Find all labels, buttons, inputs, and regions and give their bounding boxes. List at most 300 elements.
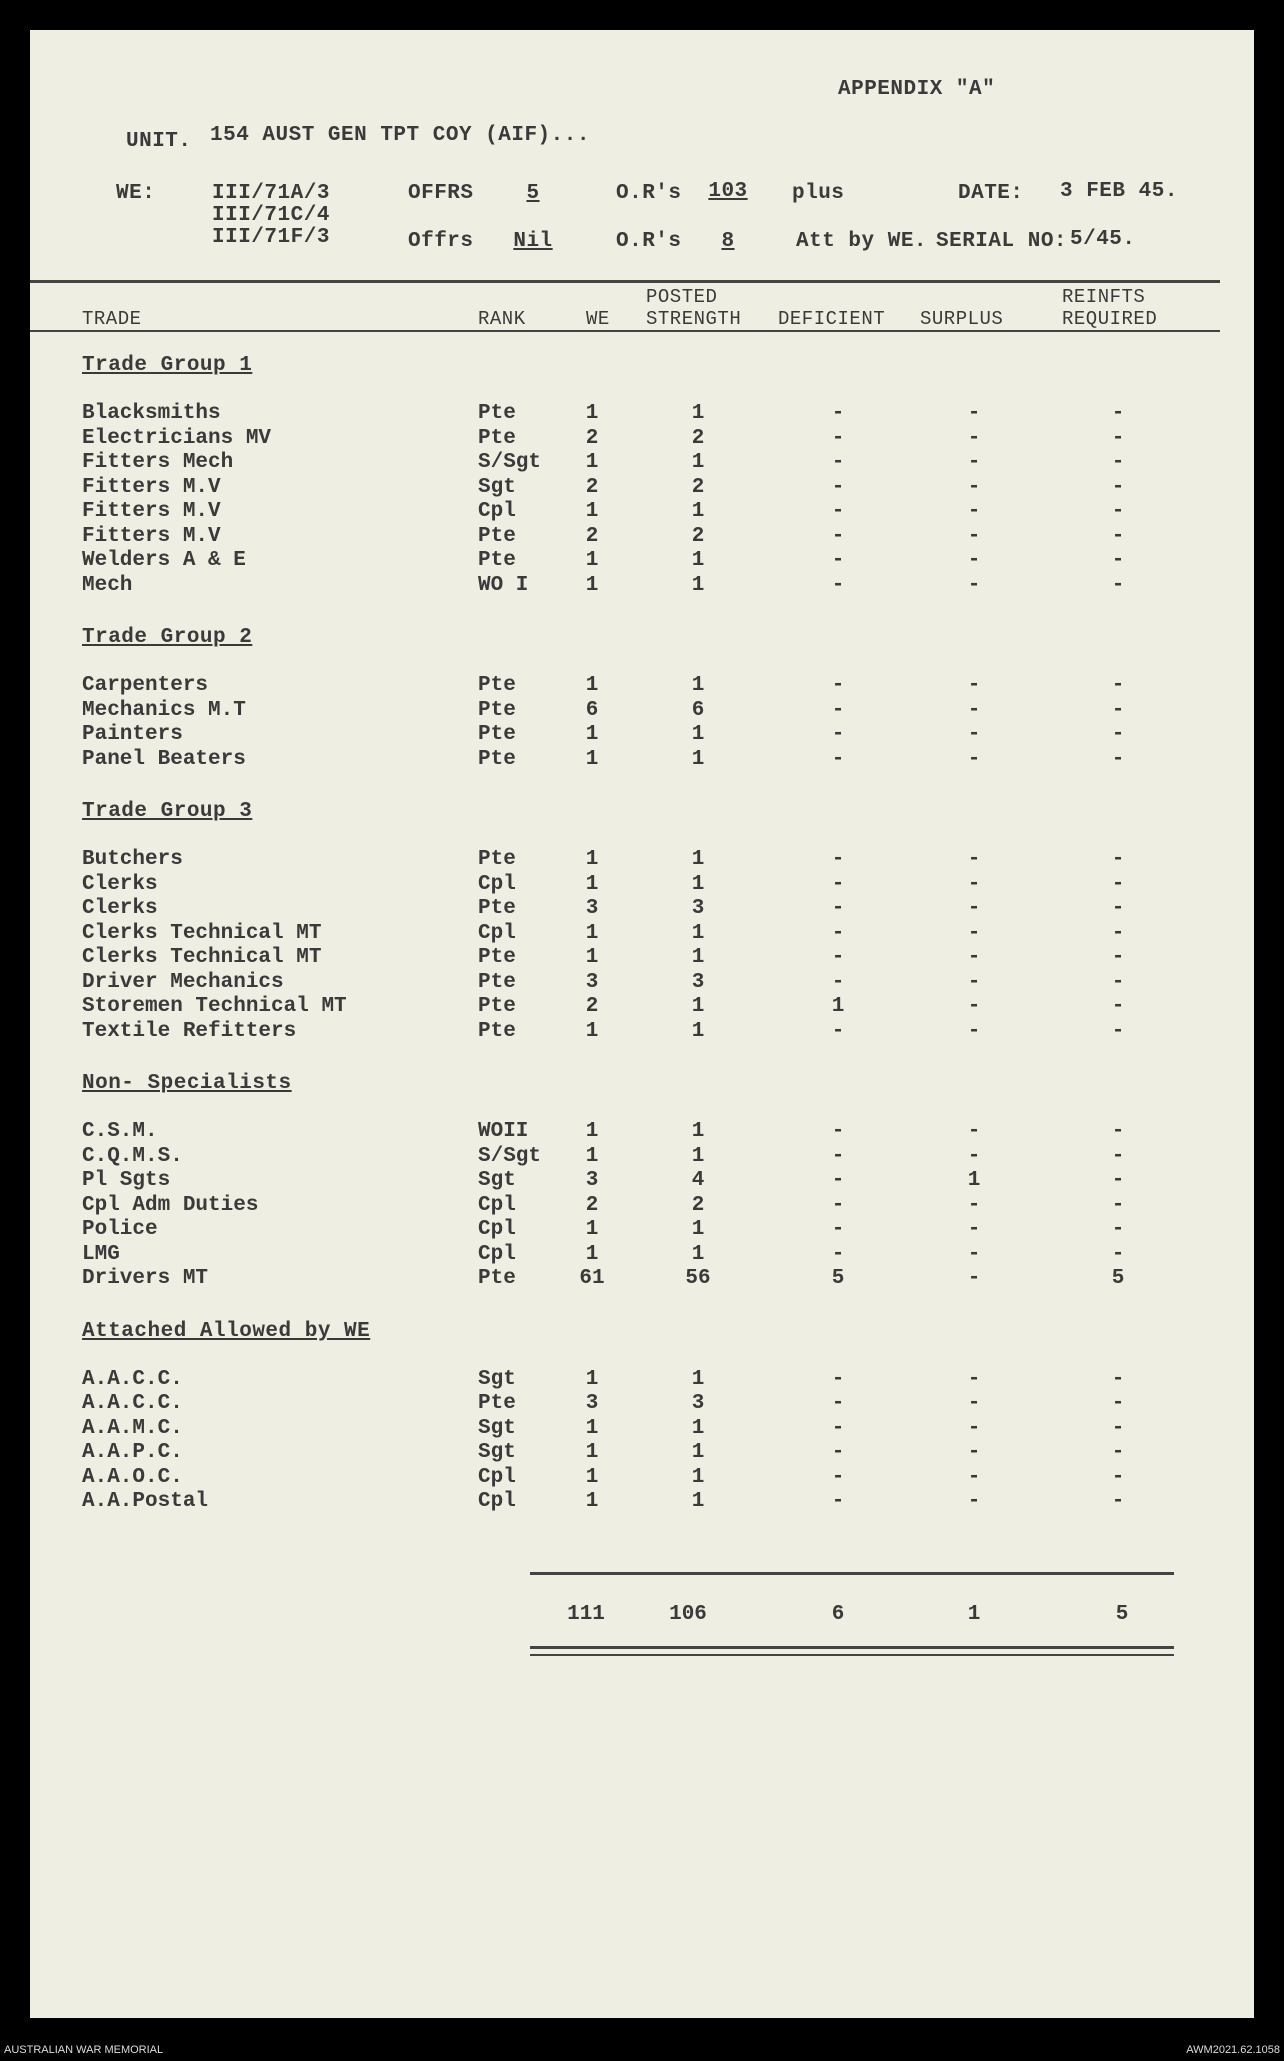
cell-required: - [1111,674,1125,697]
cell-we: 1 [585,549,599,572]
cell-surplus: - [967,1120,981,1143]
group-title: Trade Group 2 [82,626,253,649]
offrs2-label: Offrs [408,230,474,253]
ors2-value: 8 [721,230,735,253]
ors-value: 103 [708,180,748,203]
cell-we: 1 [585,1144,599,1168]
cell-posted: 4 [691,1169,705,1192]
cell-trade: Clerks Technical MT [82,921,322,945]
cell-posted: 56 [685,1267,711,1290]
table-row [30,1441,1254,1466]
cell-trade: Pl Sgts [82,1169,171,1192]
totals-rule-bottom-1 [530,1646,1174,1649]
cell-deficient: - [831,747,845,771]
cell-rank: Cpl [478,1490,516,1513]
table-row [30,1194,1254,1219]
cell-we: 2 [585,475,599,499]
cell-we: 6 [585,698,599,722]
col-rank-header: RANK [478,308,526,330]
cell-surplus: - [967,1392,981,1415]
cell-surplus: - [967,1144,981,1168]
cell-trade: A.A.C.C. [82,1367,183,1391]
cell-posted: 1 [691,1019,705,1043]
cell-required: - [1111,573,1125,597]
table-row [30,1392,1254,1417]
cell-deficient: - [831,1144,845,1168]
cell-deficient: - [831,1242,845,1266]
cell-required: - [1111,1416,1125,1440]
cell-required: - [1111,1465,1125,1489]
cell-posted: 1 [691,1120,705,1143]
date-value: 3 FEB 45. [1060,180,1178,203]
cell-required: - [1111,1218,1125,1241]
cell-rank: Pte [478,1019,516,1043]
cell-required: - [1111,451,1125,474]
group-title: Attached Allowed by WE [82,1319,371,1343]
table-row [30,1020,1254,1045]
cell-deficient: - [831,1490,845,1513]
cell-required: - [1111,1169,1125,1192]
table-row [30,1243,1254,1268]
cell-deficient: - [831,1392,845,1415]
cell-trade: Clerks Technical MT [82,946,322,969]
offrs2-value: Nil [513,230,553,253]
cell-deficient: - [831,1367,845,1391]
cell-posted: 1 [691,549,705,572]
cell-trade: Painters [82,723,183,746]
cell-deficient: 1 [831,995,845,1018]
table-row [30,946,1254,971]
cell-we: 1 [585,674,599,697]
cell-rank: Pte [478,674,516,697]
table-row [30,574,1254,599]
cell-deficient: - [831,426,845,450]
cell-posted: 1 [691,1144,705,1168]
cell-trade: A.A.C.C. [82,1392,183,1415]
cell-surplus: - [967,723,981,746]
table-row [30,1417,1254,1442]
cell-rank: Cpl [478,1465,516,1489]
cell-we: 1 [585,1490,599,1513]
cell-we: 2 [585,1193,599,1217]
cell-rank: Cpl [478,500,516,523]
cell-rank: Pte [478,848,516,871]
cell-deficient: 5 [831,1267,845,1290]
cell-surplus: - [967,573,981,597]
cell-we: 1 [585,723,599,746]
cell-posted: 3 [691,970,705,994]
total-required: 5 [1115,1603,1129,1626]
cell-trade: Drivers MT [82,1267,209,1290]
cell-trade: Fitters M.V [82,500,221,523]
cell-rank: Pte [478,524,516,548]
cell-posted: 6 [691,698,705,722]
cell-surplus: - [967,970,981,994]
cell-required: - [1111,524,1125,548]
cell-rank: Cpl [478,1193,516,1217]
table-row [30,748,1254,773]
cell-required: - [1111,1367,1125,1391]
cell-we: 2 [585,995,599,1018]
col-trade-header: TRADE [82,308,142,330]
cell-posted: 1 [691,1242,705,1266]
cell-rank: Pte [478,698,516,722]
cell-we: 1 [585,402,599,425]
appendix-label: APPENDIX "A" [838,78,996,101]
totals-rule-top [530,1572,1174,1575]
table-row [30,1267,1254,1292]
cell-trade: Butchers [82,848,183,871]
cell-rank: Cpl [478,921,516,945]
cell-rank: Pte [478,747,516,771]
cell-surplus: - [967,1193,981,1217]
cell-rank: Pte [478,723,516,746]
cell-deficient: - [831,1416,845,1440]
cell-surplus: - [967,674,981,697]
cell-posted: 1 [691,995,705,1018]
cell-rank: Pte [478,426,516,450]
cell-required: - [1111,921,1125,945]
cell-trade: Fitters M.V [82,475,221,499]
table-row [30,402,1254,427]
table-row [30,525,1254,550]
cell-required: - [1111,549,1125,572]
cell-we: 1 [585,1367,599,1391]
cell-trade: Fitters Mech [82,451,234,474]
cell-posted: 1 [691,1465,705,1489]
cell-surplus: - [967,1490,981,1513]
cell-we: 1 [585,747,599,771]
cell-deficient: - [831,402,845,425]
cell-trade: A.A.M.C. [82,1416,183,1440]
cell-we: 2 [585,426,599,450]
cell-rank: WO I [478,573,529,597]
cell-we: 1 [585,1120,599,1143]
cell-surplus: - [967,848,981,871]
cell-trade: Electricians MV [82,426,272,450]
cell-we: 2 [585,524,599,548]
table-row [30,427,1254,452]
serial-label: SERIAL NO: [936,230,1068,253]
serial-value: 5/45. [1070,228,1136,251]
cell-rank: Pte [478,549,516,572]
table-row [30,500,1254,525]
cell-rank: Pte [478,1392,516,1415]
cell-required: - [1111,897,1125,920]
cell-deficient: - [831,970,845,994]
cell-we: 1 [585,1441,599,1464]
att-text: Att by WE. [796,230,928,253]
col-posted-header-2: STRENGTH [646,308,742,330]
cell-we: 3 [585,1392,599,1415]
footer-source: AUSTRALIAN WAR MEMORIAL [4,2044,164,2056]
cell-trade: Clerks [82,872,158,896]
cell-trade: Clerks [82,897,158,920]
cell-deficient: - [831,1193,845,1217]
table-row [30,699,1254,724]
group-title: Trade Group 3 [82,800,253,823]
cell-posted: 2 [691,475,705,499]
cell-posted: 2 [691,1193,705,1217]
cell-we: 1 [585,1218,599,1241]
cell-posted: 1 [691,1218,705,1241]
cell-surplus: - [967,1465,981,1489]
cell-surplus: - [967,1218,981,1241]
cell-rank: Pte [478,1267,516,1290]
cell-deficient: - [831,946,845,969]
cell-posted: 1 [691,1416,705,1440]
cell-surplus: - [967,549,981,572]
cell-rank: Cpl [478,1218,516,1241]
cell-surplus: - [967,1019,981,1043]
cell-posted: 1 [691,946,705,969]
cell-required: - [1111,1193,1125,1217]
group-title: Non- Specialists [82,1072,292,1095]
cell-rank: WOII [478,1120,529,1143]
table-row [30,971,1254,996]
cell-we: 1 [585,1465,599,1489]
cell-trade: Textile Refitters [82,1019,297,1043]
cell-posted: 2 [691,426,705,450]
cell-rank: Pte [478,897,516,920]
cell-deficient: - [831,451,845,474]
cell-we: 1 [585,848,599,871]
cell-trade: Driver Mechanics [82,970,284,994]
cell-rank: Pte [478,402,516,425]
cell-required: - [1111,1120,1125,1143]
cell-trade: Panel Beaters [82,747,246,771]
unit-label: UNIT. [126,130,192,153]
footer-accession: AWM2021.62.1058 [1186,2044,1280,2056]
cell-posted: 1 [691,723,705,746]
offrs-value: 5 [526,182,540,205]
table-row [30,1466,1254,1491]
cell-required: - [1111,747,1125,771]
cell-surplus: - [967,747,981,771]
cell-trade: Fitters M.V [82,524,221,548]
cell-we: 1 [585,872,599,896]
cell-deficient: - [831,1465,845,1489]
cell-deficient: - [831,921,845,945]
col-reinfts-header-2: REQUIRED [1062,308,1158,330]
table-row [30,549,1254,574]
cell-posted: 3 [691,897,705,920]
ors-label: O.R's [616,182,682,205]
cell-posted: 1 [691,1441,705,1464]
cell-we: 1 [585,921,599,945]
cell-rank: S/Sgt [478,451,542,474]
cell-rank: Cpl [478,872,516,896]
cell-surplus: - [967,524,981,548]
table-row [30,1169,1254,1194]
date-label: DATE: [958,182,1024,205]
table-row [30,1490,1254,1515]
cell-deficient: - [831,524,845,548]
cell-trade: Carpenters [82,674,209,697]
cell-surplus: - [967,897,981,920]
cell-required: - [1111,946,1125,969]
ors2-label: O.R's [616,230,682,253]
cell-rank: Sgt [478,1367,516,1391]
cell-trade: LMG [82,1242,120,1266]
cell-posted: 1 [691,921,705,945]
total-posted: 106 [669,1603,707,1626]
cell-posted: 1 [691,848,705,871]
cell-trade: Mech [82,573,133,597]
we-label: WE: [116,182,156,205]
col-surplus-header: SURPLUS [920,308,1004,330]
table-row [30,922,1254,947]
cell-deficient: - [831,475,845,499]
cell-surplus: - [967,451,981,474]
table-row [30,1368,1254,1393]
cell-required: - [1111,1392,1125,1415]
cell-trade: Police [82,1218,158,1241]
cell-deficient: - [831,549,845,572]
cell-we: 1 [585,500,599,523]
table-row [30,995,1254,1020]
cell-rank: Sgt [478,1441,516,1464]
cell-required: - [1111,1019,1125,1043]
cell-required: - [1111,848,1125,871]
offrs-label: OFFRS [408,182,474,205]
cell-rank: Cpl [478,1242,516,1266]
cell-surplus: - [967,1441,981,1464]
cell-posted: 2 [691,524,705,548]
cell-posted: 1 [691,500,705,523]
total-surplus: 1 [967,1603,981,1626]
cell-required: - [1111,723,1125,746]
cell-surplus: - [967,500,981,523]
cell-required: - [1111,1490,1125,1513]
cell-required: - [1111,500,1125,523]
cell-required: - [1111,872,1125,896]
cell-we: 3 [585,897,599,920]
cell-required: - [1111,970,1125,994]
cell-surplus: - [967,1416,981,1440]
plus-text: plus [792,182,845,205]
cell-posted: 1 [691,872,705,896]
cell-trade: Storemen Technical MT [82,995,347,1018]
cell-we: 1 [585,573,599,597]
group-title: Trade Group 1 [82,354,253,377]
cell-required: - [1111,402,1125,425]
we-ref-3: III/71F/3 [212,226,330,249]
cell-deficient: - [831,1169,845,1192]
cell-posted: 3 [691,1392,705,1415]
cell-posted: 1 [691,747,705,771]
table-row [30,848,1254,873]
cell-required: - [1111,475,1125,499]
table-row [30,873,1254,898]
header-rule-bottom [30,330,1220,332]
cell-surplus: - [967,402,981,425]
cell-surplus: 1 [967,1169,981,1192]
cell-deficient: - [831,1120,845,1143]
col-deficient-header: DEFICIENT [778,308,886,330]
cell-trade: A.A.Postal [82,1490,209,1513]
cell-trade: A.A.P.C. [82,1441,183,1464]
cell-required: - [1111,1144,1125,1168]
cell-trade: Mechanics M.T [82,698,246,722]
unit-value: 154 AUST GEN TPT COY (AIF)... [210,124,590,147]
col-reinfts-header-1: REINFTS [1062,286,1146,308]
total-deficient: 6 [831,1603,845,1626]
cell-rank: Sgt [478,1416,516,1440]
table-row [30,723,1254,748]
cell-deficient: - [831,848,845,871]
cell-deficient: - [831,573,845,597]
cell-posted: 1 [691,451,705,474]
cell-trade: C.S.M. [82,1120,158,1143]
cell-deficient: - [831,1218,845,1241]
cell-surplus: - [967,995,981,1018]
cell-surplus: - [967,1267,981,1290]
cell-required: - [1111,1441,1125,1464]
totals-rule-bottom-2 [530,1654,1174,1656]
table-row [30,897,1254,922]
cell-trade: C.Q.M.S. [82,1144,183,1168]
cell-trade: A.A.O.C. [82,1465,183,1489]
cell-we: 1 [585,1019,599,1043]
cell-we: 3 [585,1169,599,1192]
cell-surplus: - [967,921,981,945]
we-ref-1: III/71A/3 [212,182,330,205]
total-we: 111 [567,1603,605,1626]
cell-deficient: - [831,723,845,746]
cell-deficient: - [831,698,845,722]
table-row [30,476,1254,501]
col-we-header: WE [586,308,610,330]
cell-trade: Cpl Adm Duties [82,1193,259,1217]
cell-posted: 1 [691,1490,705,1513]
cell-posted: 1 [691,573,705,597]
cell-deficient: - [831,1441,845,1464]
cell-posted: 1 [691,1367,705,1391]
cell-surplus: - [967,698,981,722]
cell-posted: 1 [691,402,705,425]
cell-surplus: - [967,872,981,896]
cell-we: 3 [585,970,599,994]
cell-we: 1 [585,946,599,969]
cell-required: 5 [1111,1267,1125,1290]
cell-deficient: - [831,674,845,697]
cell-deficient: - [831,500,845,523]
table-row [30,674,1254,699]
cell-required: - [1111,698,1125,722]
table-row [30,451,1254,476]
cell-rank: Sgt [478,1169,516,1192]
cell-trade: Welders A & E [82,549,246,572]
cell-we: 1 [585,1416,599,1440]
cell-surplus: - [967,1242,981,1266]
table-row [30,1120,1254,1145]
cell-rank: S/Sgt [478,1144,542,1168]
cell-posted: 1 [691,674,705,697]
cell-required: - [1111,995,1125,1018]
table-row [30,1218,1254,1243]
document-page [30,30,1254,2018]
cell-deficient: - [831,1019,845,1043]
cell-surplus: - [967,946,981,969]
cell-we: 1 [585,451,599,474]
cell-surplus: - [967,1367,981,1391]
cell-surplus: - [967,475,981,499]
cell-deficient: - [831,872,845,896]
cell-trade: Blacksmiths [82,402,221,425]
we-ref-2: III/71C/4 [212,204,330,227]
table-row [30,1145,1254,1170]
